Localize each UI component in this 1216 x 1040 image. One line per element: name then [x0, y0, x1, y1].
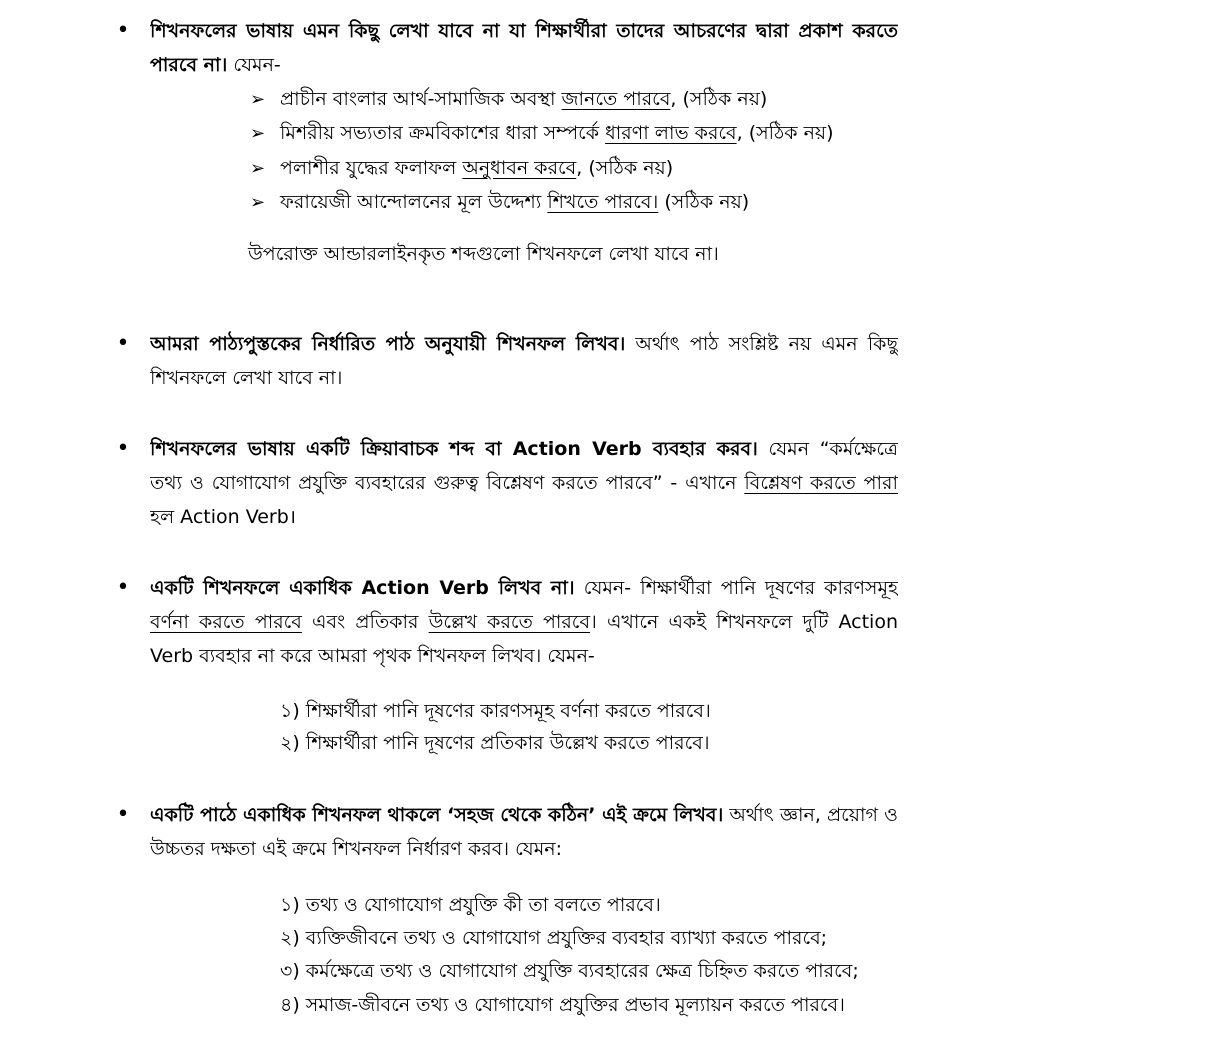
section-1-line-2-bold: পারবে না।: [150, 54, 228, 76]
example-1-suffix: , (সঠিক নয়): [670, 88, 768, 110]
section-3-line-2-underlined: বিশ্লেষণ করতে পারা: [744, 472, 898, 494]
example-4-underlined: শিখতে পারবে।: [547, 191, 659, 213]
section-4-line-2: [150, 605, 898, 639]
example-2-text: মিশরীয় সভ্যতার ক্রমবিকাশের ধারা সম্পর্কে: [280, 122, 606, 144]
bullet-3: •: [116, 436, 130, 461]
section-3-line-1-rest: যেমন “কর্মক্ষেত্রে: [757, 438, 898, 460]
example-1-text: প্রাচীন বাংলার আর্থ-সামাজিক অবস্থা: [280, 88, 562, 110]
section-2-paragraph: [150, 327, 898, 395]
bullet-5: •: [116, 802, 130, 827]
section-5-line-1: [150, 798, 898, 832]
section-4-line-3: Verb ব্যবহার না করে আমরা পৃথক শিখনফল লিখব। যেমন-: [150, 645, 595, 667]
arrow-icon: ➢: [250, 89, 266, 110]
example-item-1: [250, 82, 767, 116]
section-5-numbered-item-4: ৪) সমাজ-জীবনে তথ্য ও যোগাযোগ প্রযুক্তির প্রভাব মূল্যায়ন করতে পারবে।: [280, 994, 845, 1016]
section-1-line-2-rest: যেমন-: [227, 54, 281, 76]
bullet-1: •: [116, 18, 130, 43]
example-2-suffix: , (সঠিক নয়): [736, 122, 834, 144]
section-3-line-3: হল Action Verb।: [150, 506, 297, 528]
example-3-text: পলাশীর যুদ্ধের ফলাফল: [280, 157, 463, 179]
example-item-4: [250, 185, 749, 219]
section-2-line-1-rest: অর্থাৎ পাঠ সংশ্লিষ্ট নয় এমন কিছু: [625, 333, 898, 355]
section-5-numbered-item-3: ৩) কর্মক্ষেত্রে তথ্য ও যোগাযোগ প্রযুক্তি ব্যবহারের ক্ষেত্র চিহ্নিত করতে পারবে;: [280, 960, 859, 982]
section-3-line-2: [150, 466, 898, 500]
section-4-numbered-item-1: ১) শিক্ষার্থীরা পানি দূষণের কারণসমূহ বর্ণনা করতে পারবে।: [280, 700, 711, 722]
arrow-icon: ➢: [250, 123, 266, 144]
section-5-numbered-item-2: ২) ব্যক্তিজীবনে তথ্য ও যোগাযোগ প্রযুক্তির ব্যবহার ব্যাখ্যা করতে পারবে;: [280, 927, 828, 949]
example-1-underlined: জানতে পারবে: [561, 88, 671, 110]
section-1-line-2: [150, 48, 898, 82]
section-5-line-1-bold: একটি পাঠে একাধিক শিখনফল থাকলে ‘সহজ থেকে কঠিন’ এই ক্রমে লিখব।: [150, 804, 724, 826]
section-5-numbered-item-1: ১) তথ্য ও যোগাযোগ প্রযুক্তি কী তা বলতে পারবে।: [280, 894, 661, 916]
section-2-line-2: শিখনফলে লেখা যাবে না।: [150, 367, 343, 389]
section-4-line-2-mid: এবং প্রতিকার: [301, 611, 429, 633]
bullet-4: •: [116, 575, 130, 600]
arrow-icon: ➢: [250, 192, 266, 213]
section-2-line-1-bold: আমরা পাঠ্যপুস্তকের নির্ধারিত পাঠ অনুযায়ী শিখনফল লিখব।: [150, 333, 626, 355]
section-4-underlined-2: উল্লেখ করতে পারবে: [428, 611, 591, 633]
section-5-line-2: উচ্চতর দক্ষতা এই ক্রমে শিখনফল নির্ধারণ করব। যেমন:: [150, 838, 563, 860]
arrow-icon: ➢: [250, 158, 266, 179]
section-1-line-1: [150, 14, 898, 48]
section-4-numbered-item-2: ২) শিক্ষার্থীরা পানি দূষণের প্রতিকার উল্লেখ করতে পারবে।: [280, 732, 710, 754]
example-item-3: [250, 151, 673, 185]
section-4-underlined-1: বর্ণনা করতে পারবে: [150, 611, 302, 633]
example-2-underlined: ধারণা লাভ করবে: [605, 122, 737, 144]
section-1-line-1-bold: শিখনফলের ভাষায় এমন কিছু লেখা যাবে না যা শিক্ষার্থীরা তাদের আচরণের দ্বারা প্রকাশ করতে: [150, 20, 898, 42]
section-1-note: উপরোক্ত আন্ডারলাইনকৃত শব্দগুলো শিখনফলে লেখা যাবে না।: [248, 243, 719, 265]
section-5-line-1-rest: অর্থাৎ জ্ঞান, প্রয়োগ ও: [723, 804, 898, 826]
section-5-paragraph: [150, 798, 898, 866]
example-item-2: [250, 116, 834, 150]
section-4-paragraph: [150, 571, 898, 673]
section-4-line-2-post: । এখানে একই শিখনফলে দুটি Action: [590, 611, 898, 633]
section-3-line-1: [150, 432, 898, 466]
example-4-suffix: (সঠিক নয়): [658, 191, 750, 213]
section-3-line-1-bold: শিখনফলের ভাষায় একটি ক্রিয়াবাচক শব্দ বা Action Verb ব্যবহার করব।: [150, 438, 758, 460]
section-3-paragraph: [150, 432, 898, 534]
example-3-underlined: অনুধাবন করবে: [462, 157, 577, 179]
bullet-2: •: [116, 331, 130, 356]
example-4-text: ফরায়েজী আন্দোলনের মূল উদ্দেশ্য: [280, 191, 548, 213]
section-4-line-1-bold: একটি শিখনফলে একাধিক Action Verb লিখব না।: [150, 577, 575, 599]
section-3-line-2-text: তথ্য ও যোগাযোগ প্রযুক্তি ব্যবহারের গুরুত্ব বিশ্লেষণ করতে পারবে” - এখানে: [150, 472, 745, 494]
section-4-line-1: [150, 571, 898, 605]
section-4-line-1-rest: যেমন- শিক্ষার্থীরা পানি দূষণের কারণসমূহ: [574, 577, 898, 599]
section-1-paragraph: [150, 14, 898, 82]
example-3-suffix: , (সঠিক নয়): [576, 157, 674, 179]
section-2-line-1: [150, 327, 898, 361]
